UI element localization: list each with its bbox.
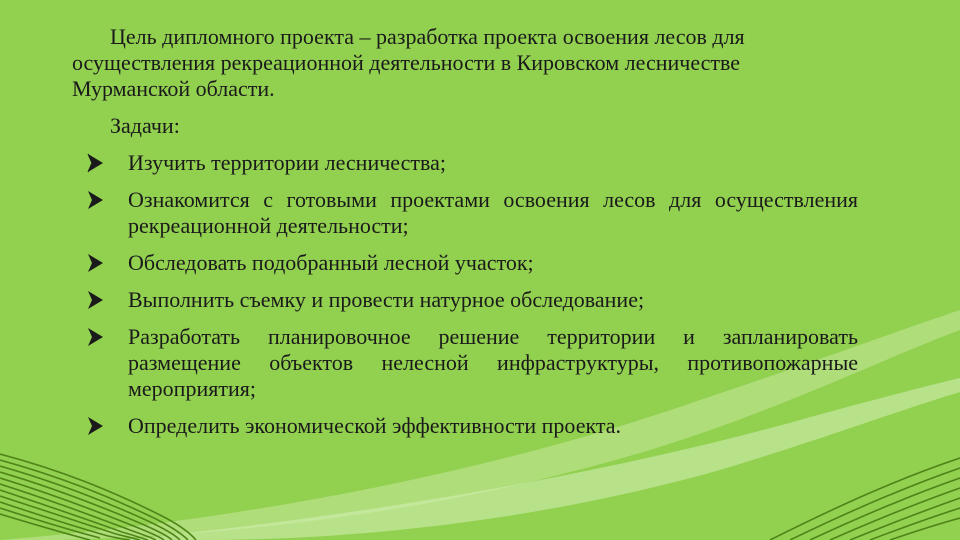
task-text: Разработать планировочное решение территории и запланировать размещение объектов нелесной инфраструктуры, противопожарные мероприятия; bbox=[128, 324, 858, 401]
tasks-heading: Задачи: bbox=[110, 113, 180, 138]
arrowhead-bullet-icon bbox=[86, 150, 108, 176]
list-item bbox=[72, 324, 858, 402]
list-item bbox=[72, 287, 858, 313]
arrowhead-bullet-icon bbox=[86, 324, 108, 350]
task-text: Определить экономической эффективности проекта. bbox=[128, 413, 622, 438]
arrowhead-bullet-icon bbox=[86, 413, 108, 439]
arrowhead-bullet-icon bbox=[86, 287, 108, 313]
tasks-list bbox=[72, 150, 858, 439]
task-text: Выполнить съемку и провести натурное обследование; bbox=[128, 287, 645, 312]
dark-stripe-band-right bbox=[770, 458, 960, 540]
list-item bbox=[72, 250, 858, 276]
task-text: Изучить территории лесничества; bbox=[128, 150, 446, 175]
slide-content bbox=[72, 24, 858, 439]
arrowhead-bullet-icon bbox=[86, 250, 108, 276]
task-text: Ознакомится с готовыми проектами освоения лесов для осуществления рекреационной деятельности; bbox=[128, 187, 858, 238]
goal-paragraph: Цель дипломного проекта – разработка проекта освоения лесов для осуществления рекреационной деятельности в Кировском лесничестве Мурманской области. bbox=[72, 24, 745, 101]
list-item bbox=[72, 150, 858, 176]
task-text: Обследовать подобранный лесной участок; bbox=[128, 250, 534, 275]
arrowhead-bullet-icon bbox=[86, 187, 108, 213]
list-item bbox=[72, 187, 858, 239]
list-item bbox=[72, 413, 858, 439]
